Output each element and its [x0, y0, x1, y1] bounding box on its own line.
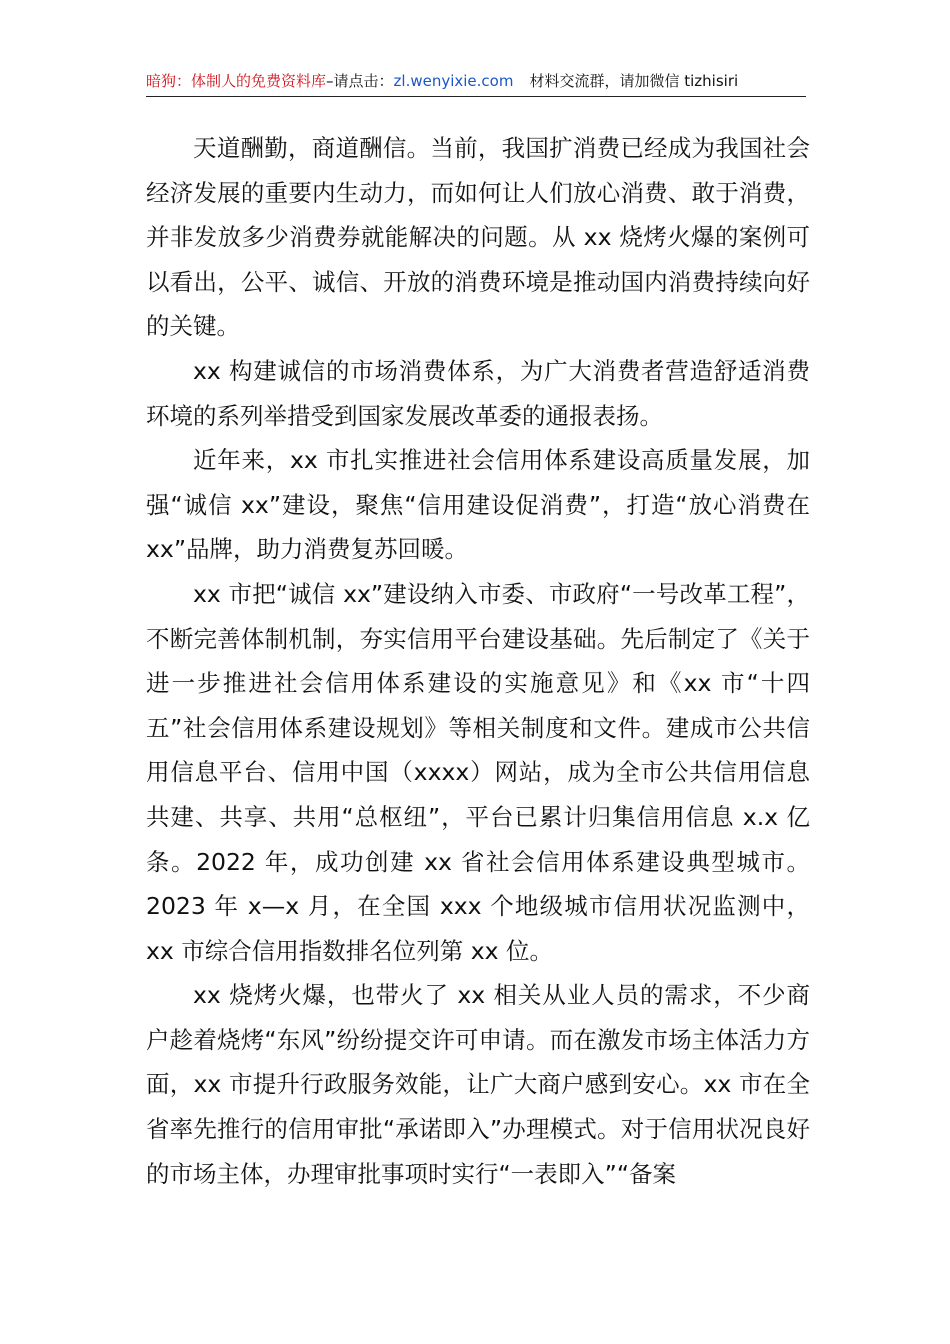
paragraph-3: 近年来，xx 市扎实推进社会信用体系建设高质量发展，加强“诚信 xx”建设，聚焦“信用建设促消费”，打造“放心消费在 xx”品牌，助力消费复苏回暖。 [146, 446, 810, 564]
paragraph-4: xx 市把“诚信 xx”建设纳入市委、市政府“一号改革工程”，不断完善体制机制，夯实信用平台建设基础。先后制定了《关于进一步推进社会信用体系建设的实施意见》和《xx 市“十四五”社会信用体系建设规划》等相关制度和文件。建成市公共信用信息平台、信用中国（xxxx）网站，成为全市公共信用信息共建、共享、共用“总枢纽”，平台已累计归集信用信息 x.x 亿条。2022 年，成功创建 xx 省社会信用体系建设典型城市。2023 年 x—x 月，在全国 xxx 个地级城市信用状况监测中，xx 市综合信用指数排名位列第 xx 位。 [146, 579, 810, 965]
document-body [146, 126, 810, 1196]
site-label: 暗狗：体制人的免费资料库 [146, 72, 327, 90]
paragraph-1: 天道酬勤，商道酬信。当前，我国扩消费已经成为我国社会经济发展的重要内生动力，而如何让人们放心消费、敢于消费，并非发放多少消费券就能解决的问题。从 xx 烧烤火爆的案例可以看出，公平、诚信、开放的消费环境是推动国内消费持续向好的关键。 [146, 134, 810, 341]
page-header [146, 70, 806, 96]
group-note: 材料交流群，请加微信 tizhisiri [529, 72, 739, 90]
paragraph-5: xx 烧烤火爆，也带火了 xx 相关从业人员的需求，不少商户趁着烧烤“东风”纷纷提交许可申请。而在激发市场主体活力方面，xx 市提升行政服务效能，让广大商户感到安心。xx 市在全省率先推行的信用审批“承诺即入”办理模式。对于信用状况良好的市场主体，办理审批事项时实行“一表即入”“备案 [146, 981, 810, 1188]
click-prompt: –请点击： [326, 72, 394, 90]
site-link[interactable]: zl.wenyixie.com [393, 72, 514, 90]
header-divider [146, 96, 806, 97]
paragraph-2: xx 构建诚信的市场消费体系，为广大消费者营造舒适消费环境的系列举措受到国家发展改革委的通报表扬。 [146, 356, 810, 430]
